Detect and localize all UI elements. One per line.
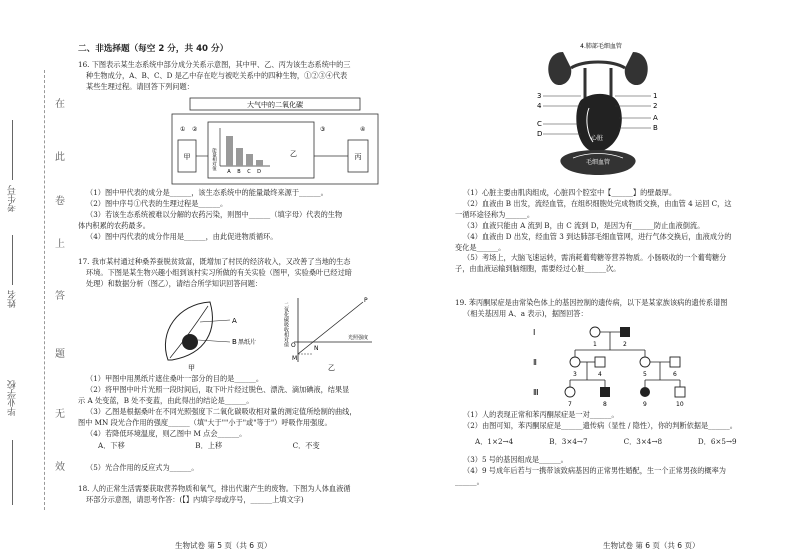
q19-sub: （2）由图可知，苯丙酮尿症是______遗传病（显性 / 隐性），你的判断依据是______。 xyxy=(463,420,737,430)
point-p: P xyxy=(364,297,368,304)
seal-char: 题 xyxy=(55,349,65,360)
q16-line: 16. 下图表示某生态系统中部分成分关系示意图，其中甲、乙、丙为该生态系统中的三 xyxy=(78,60,351,69)
bar-label: A xyxy=(227,169,231,175)
y-axis-label: 二氧化碳吸收相对值 xyxy=(283,302,289,347)
x-axis-label: 光照强度 xyxy=(348,335,369,341)
q16-sub: （3）若该生态系统被难以分解的农药污染，则图中______（填字母）代表的生物 xyxy=(86,209,343,219)
q19-line: 19. 苯丙酮尿症是由常染色体上的基因控制的遗传病，以下是某家族该病的遗传系谱图 xyxy=(455,298,728,307)
q19-sub: （1）人的表现正常和苯丙酮尿症是一对______。 xyxy=(463,410,619,419)
q18-subquestions xyxy=(455,188,780,275)
q17-options xyxy=(98,441,398,452)
q17-sub: （1）甲图中用黑纸片遮住桑叶一部分的目的是______。 xyxy=(86,374,264,383)
q19-sub: ______。 xyxy=(455,476,484,486)
q17-sub5: （5）光合作用的反应式为______。 xyxy=(86,463,199,472)
q19-line: （相关基因用 A、a 表示)，据图回答： xyxy=(463,308,588,318)
member-number: 8 xyxy=(603,401,607,408)
blood-circulation-diagram xyxy=(533,38,663,186)
chamber-letter: C xyxy=(537,120,542,128)
q16-line: 种生物成分，A、B、C、D 是乙中存在吃与被吃关系中的四种生物，①②③④代表 xyxy=(86,70,348,80)
option-d[interactable]: D．6×5→9 xyxy=(697,437,737,446)
chamber-letter: B xyxy=(653,124,658,132)
ecosystem-diagram xyxy=(170,96,380,186)
q19-subquestions-2 xyxy=(455,455,780,488)
point-n: N xyxy=(314,345,319,352)
blank-exam-number[interactable] xyxy=(12,120,13,180)
q19-subquestions xyxy=(455,410,780,432)
bar-label: C xyxy=(247,169,251,175)
vessel-num: 1 xyxy=(653,92,658,100)
seal-char: 在 xyxy=(55,99,65,110)
q18-sub: （3）血液只能由 A 流到 B，由 C 流到 D，是因为有______防止血液倒流。 xyxy=(463,220,705,230)
decomposer-bing-label: 丙 xyxy=(354,153,362,161)
option-b[interactable]: B．上移 xyxy=(195,441,223,450)
bar-label: B xyxy=(237,169,241,175)
q18-sub: 子，由血液运输到脑细胞，需要经过心脏______次。 xyxy=(455,264,621,274)
pedigree-chart xyxy=(515,322,745,408)
vessel-num: 2 xyxy=(653,102,658,110)
chamber-letter: A xyxy=(653,114,658,122)
member-number: 2 xyxy=(623,341,627,348)
member-number: 6 xyxy=(673,371,677,378)
q16-subquestions xyxy=(78,188,413,243)
q19-sub: （3）5 号的基因组成是______。 xyxy=(463,455,568,464)
generation-label: Ⅰ xyxy=(533,328,536,337)
q18-sub: （2）血液由 B 出发，流经血管，在组织细胞处完成物质交换，由血管 4 运回 C，这 xyxy=(463,198,732,208)
bar-label: D xyxy=(257,169,261,175)
member-number: 9 xyxy=(643,401,647,408)
q16-sub: （4）图中丙代表的成分作用是______，由此促进物质循环。 xyxy=(86,231,278,241)
leaf-experiment-figure xyxy=(148,292,378,372)
label-name: 姓名 xyxy=(8,290,18,308)
option-a[interactable]: A．1×2→4 xyxy=(475,437,514,446)
point-m: M xyxy=(292,355,298,362)
producer-jia-label: 甲 xyxy=(183,153,191,161)
systemic-capillary-label: 毛细血管 xyxy=(585,159,611,166)
member-number: 4 xyxy=(598,371,602,378)
process-num: ② xyxy=(192,126,198,133)
binding-margin xyxy=(0,0,72,560)
member-number: 1 xyxy=(593,341,597,348)
blank-name[interactable] xyxy=(12,235,13,285)
q16-sub: （1）图中甲代表的成分是______，该生态系统中的能量最终来源于______。 xyxy=(86,188,328,197)
consumer-yi-label: 乙 xyxy=(290,150,297,158)
option-b[interactable]: B．3×4→7 xyxy=(549,437,588,446)
q18-sub: （5）考场上，大脑飞速运转，需消耗葡萄糖等营养物质。小肠吸收的一个葡萄糖分 xyxy=(463,253,727,263)
q17-subquestions xyxy=(78,374,413,439)
process-num: ④ xyxy=(360,126,366,133)
q17-sub: 示 A 处变蓝，B 处不变蓝，由此得出的结论是______。 xyxy=(78,395,254,405)
chamber-letter: D xyxy=(537,130,543,138)
process-num: ① xyxy=(180,126,186,133)
q18-sub: （4）血液由 D 出发，经血管 3 到达肺部毛细血管网，进行气体交换后，血液成分的 xyxy=(463,231,732,241)
black-paper-label: 黑纸片 xyxy=(238,339,257,346)
seal-char: 上 xyxy=(55,239,65,250)
q17-line: 环境。下图是某生物兴趣小组到该村实习所做的有关实验（图甲，实验桑叶已经过暗 xyxy=(86,267,352,277)
vessel-num: 4 xyxy=(537,102,542,110)
q16-line: 某些生理过程。请回答下列问题： xyxy=(86,81,194,91)
q17-line: 处理）和数据分析（图乙），请结合所学知识回答问题： xyxy=(86,278,263,288)
figure-jia-label: 甲 xyxy=(188,364,195,372)
q19-options xyxy=(475,437,775,448)
generation-label: Ⅲ xyxy=(533,388,539,397)
seal-line xyxy=(44,70,45,510)
option-a[interactable]: A．下移 xyxy=(98,441,125,450)
q17-sub: （3）乙图是根据桑叶在不同光照强度下二氧化碳吸收相对量的测定值所绘制的曲线， xyxy=(86,406,357,416)
q18-line: 环部分示意图，请思考作答：(【】内填字母或序号，______上填文字) xyxy=(86,494,304,504)
q18-sub: 一循环途径称为______。 xyxy=(455,209,535,219)
seal-char: 此 xyxy=(55,152,65,163)
q19-sub: （4）9 号成年后若与一携带该致病基因的正常男性婚配，生一个正常男孩的概率为 xyxy=(463,465,726,475)
seal-char: 答 xyxy=(55,291,65,302)
q18-sub: （1）心脏主要由肌肉组成，心脏四个腔室中【______】的壁最厚。 xyxy=(463,188,677,197)
vessel-num: 3 xyxy=(537,92,542,100)
option-c[interactable]: C．3×4→8 xyxy=(623,437,663,446)
q17-intro xyxy=(78,257,413,290)
q18-intro xyxy=(78,484,413,506)
leaf-label-a: A xyxy=(232,317,237,325)
blank-school[interactable] xyxy=(12,440,13,505)
q17-sub: （4）若降低环境温度，则乙图中 M 点会______。 xyxy=(86,428,247,438)
process-num: ③ xyxy=(320,126,326,133)
atmosphere-co2-label: 大气中的二氧化碳 xyxy=(247,101,303,109)
energy-axis-label: 能量相对值 xyxy=(211,148,217,171)
q19-intro xyxy=(455,298,780,320)
figure-yi-label: 乙 xyxy=(328,364,335,372)
q17-sub: 图中 MN 段光合作用的强度______（填"大于""小于"或"等于"）呼吸作用强度。 xyxy=(78,417,332,427)
q17-line: 17. 我市某村通过种桑养蚕脱贫致富，既增加了村民的经济收入，又改善了当地的生态 xyxy=(78,257,351,266)
label-exam-number: 考生号 xyxy=(8,185,18,212)
member-number: 7 xyxy=(568,401,572,408)
origin-o: O xyxy=(291,342,296,349)
lung-capillary-label: 4.肺部毛细血管 xyxy=(580,43,622,50)
q16-intro xyxy=(78,60,413,93)
seal-char: 卷 xyxy=(55,196,65,207)
q16-sub: 体内积累的农药最多。 xyxy=(78,220,150,230)
section-title: 二、非选择题（每空 2 分，共 40 分） xyxy=(78,44,229,54)
seal-char: 效 xyxy=(55,462,65,473)
leaf-label-b: B xyxy=(232,338,237,346)
page-footer-right: 生物试卷 第 6 页（共 6 页） xyxy=(603,541,700,550)
member-number: 5 xyxy=(643,371,647,378)
label-school: 毕业学校 xyxy=(8,380,18,416)
member-number: 3 xyxy=(573,371,577,378)
member-number: 10 xyxy=(676,401,684,408)
q16-sub: （2）图中序号①代表的生理过程是______。 xyxy=(86,198,228,208)
heart-label: 心脏 xyxy=(590,135,604,142)
seal-char: 无 xyxy=(55,409,65,420)
option-c[interactable]: C．不变 xyxy=(292,441,320,450)
q18-sub: 变化是______。 xyxy=(455,242,506,252)
page-footer-left: 生物试卷 第 5 页（共 6 页） xyxy=(175,541,272,550)
q17-sub: （2）将甲图中叶片光照一段时间后，取下叶片经过脱色、漂洗、滴加碘液，结果显 xyxy=(86,384,350,394)
q18-line: 18. 人的正常生活需要获取营养物质和氧气，排出代谢产生的废物。下图为人体血液循 xyxy=(78,484,351,493)
generation-label: Ⅱ xyxy=(533,358,537,367)
